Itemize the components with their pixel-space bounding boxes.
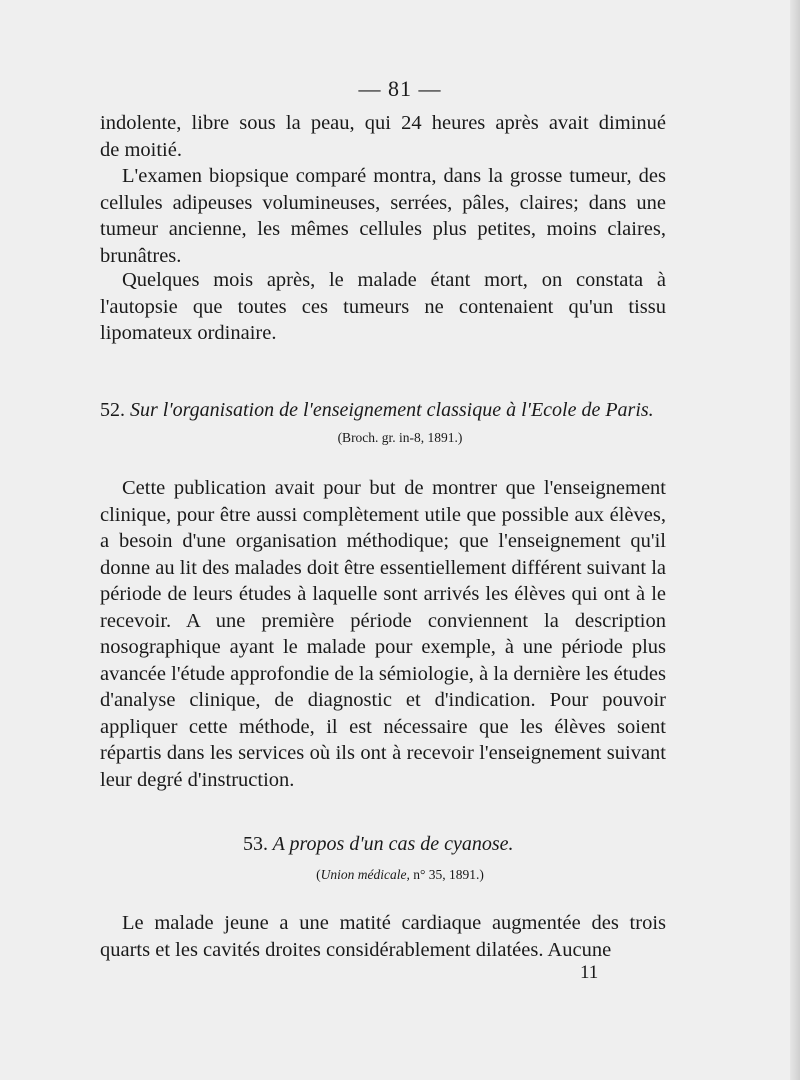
page-number: — 81 — — [358, 76, 442, 101]
section-52-title: Sur l'organisation de l'enseignement classique à l'Ecole de Paris. — [130, 399, 654, 421]
section-53-heading — [243, 833, 514, 856]
section-53-reference-rest: n° 35, 1891.) — [413, 867, 484, 882]
intro-line-2: de moitié. — [100, 138, 182, 161]
intro-lines — [100, 110, 666, 163]
section-53-reference-open: ( — [316, 867, 321, 882]
section-52-reference: (Broch. gr. in-8, 1891.) — [337, 430, 463, 445]
paragraph-quelques — [100, 267, 666, 347]
section-53-reference-journal: Union médicale, — [320, 867, 410, 882]
section-53-body — [100, 910, 666, 963]
section-52-heading — [100, 399, 670, 422]
section-53-number: 53. — [243, 833, 268, 855]
page-edge — [790, 0, 800, 1080]
section-53-body-text: Le malade jeune a une matité cardiaque augmentée des trois quarts et les cavités droites considérablement dilatées. Aucune — [100, 912, 666, 961]
paragraph-examen-text: L'examen biopsique comparé montra, dans la grosse tumeur, des cellules adipeuses volumineuses, serrées, pâles, claires; dans une tumeur ancienne, les mêmes cellules plus petites, moins claires, brunâtres. — [100, 165, 666, 267]
section-52-body-text: Cette publication avait pour but de montrer que l'enseignement clinique, pour être aussi complètement utile que possible aux élèves, a besoin d'une organisation méthodique; que l'enseignement qu'il donne au lit des malades doit être essentiellement différent suivant la période de leurs études à laquelle sont arrivés les élèves qui ont à le recevoir. A une première période conviennent la description nosographique ayant le malade pour exemple, à une période plus avancée l'étude approfondie de la sémiologie, à la dernière les études d'analyse clinique, de diagnostic et d'indication. Pour pouvoir appliquer cette méthode, il est nécessaire que les élèves soient répartis dans les services où ils ont à recevoir l'enseignement suivant leur degré d'instruction. — [100, 477, 666, 791]
intro-line-1: indolente, libre sous la peau, qui 24 heures après avait diminué — [100, 112, 666, 134]
paragraph-quelques-text: Quelques mois après, le malade étant mort, on constata à l'autopsie que toutes ces tumeurs ne contenaient qu'un tissu lipomateux ordinaire. — [100, 269, 666, 344]
section-53-reference — [0, 867, 800, 883]
section-52-body — [100, 475, 666, 793]
section-53-title: A propos d'un cas de cyanose. — [272, 833, 514, 855]
paragraph-examen — [100, 163, 666, 269]
signature-mark: 11 — [580, 962, 599, 983]
section-52-number: 52. — [100, 399, 125, 421]
